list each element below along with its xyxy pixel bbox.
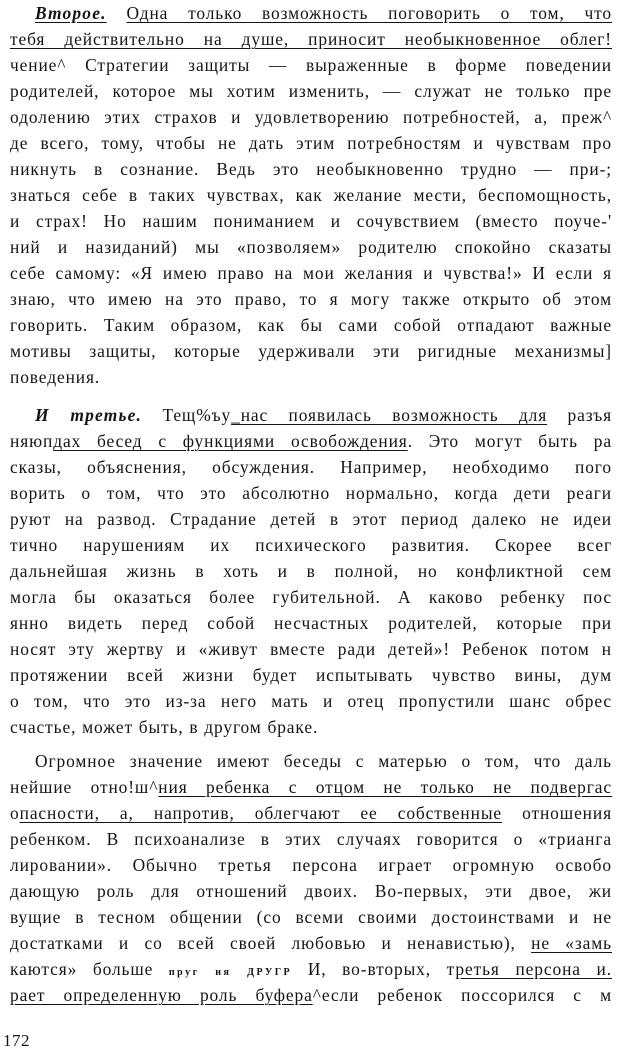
underlined-text: _нас появилась возможность для: [231, 405, 548, 425]
paragraph-2-lead: И третье.: [35, 405, 143, 425]
underlined-text: ния ребенка с отцом не только не подвергас: [158, 777, 612, 797]
paragraph-1-line-7: никнуть в сознание. Ведь это необыкновенно трудно — при-;: [10, 159, 612, 179]
paragraph-2-line-9: янно видеть перед собой несчастных родителей, которые при: [10, 613, 612, 633]
paragraph-3-line-3: опасности, а, напротив, облегчают ее собственные отношения: [10, 803, 612, 823]
paragraph-1-line-8: знаться себе в таких чувствах, как желание мести, беспомощность,: [10, 185, 612, 205]
paragraph-3-line-7: вущие в тесном общении (со всеми своими достоинствами и не: [10, 907, 612, 927]
underlined-text: тебя действительно на душе, приносит необыкновенное облег!: [10, 29, 612, 49]
paragraph-1-line-4: родителей, которое мы хотим изменить, — служат не только пре: [10, 81, 612, 101]
paragraph-2-line-4: ворить о том, что это абсолютно нормально, когда дети реаги: [10, 483, 612, 503]
paragraph-3-line-4: ребенком. В психоанализе в этих случаях говорится о «трианга: [10, 829, 612, 849]
underlined-text: дах бесед с функциями освобождения: [53, 431, 408, 451]
paragraph-1-line-11: себе самому: «Я имею право на мои желания и чувства!» И если я: [10, 263, 612, 283]
paragraph-2-line-13: счастье, может быть, в другом браке.: [10, 717, 319, 737]
paragraph-3-line-8: достатками и со всей своей любовью и ненавистью), не «замь: [10, 933, 612, 953]
paragraph-2-line-6: тично нарушениям их психического развития. Скорее всег: [10, 535, 612, 555]
paragraph-1-line-12: знаю, что имею на это право, то я могу также открыто об этом: [10, 289, 612, 309]
paragraph-1-line-1: [35, 0, 612, 26]
paragraph-1-line-6: де всего, тому, чтобы не дать этим потребностям и чувствам про: [10, 133, 612, 153]
paragraph-2-line-10: носят эту жертву и «живут вместе ради детей»! Ребенок потом н: [10, 639, 612, 659]
underlined-text: пасности, а, напротив, облегчают ее собственные: [19, 803, 503, 823]
page-number: 172: [3, 1031, 30, 1050]
paragraph-2-line-12: о том, что это из-за него мать и отец пропустили шанс обрес: [10, 691, 612, 711]
paragraph-3-line-6: дающую роль для отношений двоих. Во-первых, эти двое, жи: [10, 881, 612, 901]
paragraph-1-line-5: одолению этих страхов и удовлетворению потребностей, а, преж^: [10, 107, 612, 127]
paragraph-3-line-5: лировании». Обычно третья персона играет огромную освобо: [10, 855, 612, 875]
paragraph-1-line-3: чение^ Стратегии защиты — выраженные в форме поведении: [10, 55, 612, 75]
paragraph-1-line-10: ний и назиданий) мы «позволяем» родителю спокойно сказаты: [10, 237, 612, 257]
garbled-small-caps: ДРУГР: [247, 967, 293, 978]
paragraph-2-line-3: сказы, объяснения, обсуждения. Например, необходимо пого: [10, 457, 612, 477]
paragraph-1-line-9: и страх! Но нашим пониманием и сочувствием (вместо поуче-': [10, 211, 612, 231]
paragraph-2-line-5: руют на развод. Страдание детей в этот период далеко не идеи: [10, 509, 612, 529]
underlined-text: не «замь: [531, 933, 612, 953]
underlined-text: рает определенную роль буфера: [10, 985, 313, 1005]
garbled-small-caps: пруг: [168, 967, 200, 978]
paragraph-2-line-11: протяжении всей жизни будет испытывать чувство вины, дум: [10, 665, 612, 685]
paragraph-3-line-9: каются» больше пруг ня ДРУГР И, во-вторых, третья персона и.: [10, 959, 612, 979]
paragraph-1-lead: Второе.: [35, 3, 107, 23]
paragraph-3-line-1: Огромное значение имеют беседы с матерью о том, что даль: [35, 751, 612, 771]
paragraph-1-line-2: [10, 26, 612, 52]
paragraph-2-line-8: могла бы оказаться более губительной. А каково ребенку пос: [10, 587, 612, 607]
paragraph-1-line-14: мотивы защиты, которые удерживали эти ригидные механизмы]: [10, 341, 612, 361]
paragraph-3-line-10: рает определенную роль буфера^если ребенок поссорился с м: [10, 985, 612, 1005]
paragraph-1-line-13: говорить. Таким образом, как бы сами собой отпадают важные: [10, 315, 612, 335]
paragraph-3-line-2: нейшие отно!ш^ния ребенка с отцом не только не подвергас: [10, 777, 612, 797]
paragraph-1-line-15: поведения.: [10, 367, 101, 387]
paragraph-2-line-1: И третье. Тещ%ъу_нас появилась возможность для разъя: [35, 405, 612, 425]
underlined-text: Одна только возможность поговорить о том, что: [126, 3, 612, 23]
underlined-text: ретья персона и.: [455, 959, 612, 979]
paragraph-2-line-7: дальнейшая жизнь в хоть и в полной, но конфликтной сем: [10, 561, 612, 581]
paragraph-2-line-2: няюпдах бесед с функциями освобождения. Это могут быть ра: [10, 431, 612, 451]
